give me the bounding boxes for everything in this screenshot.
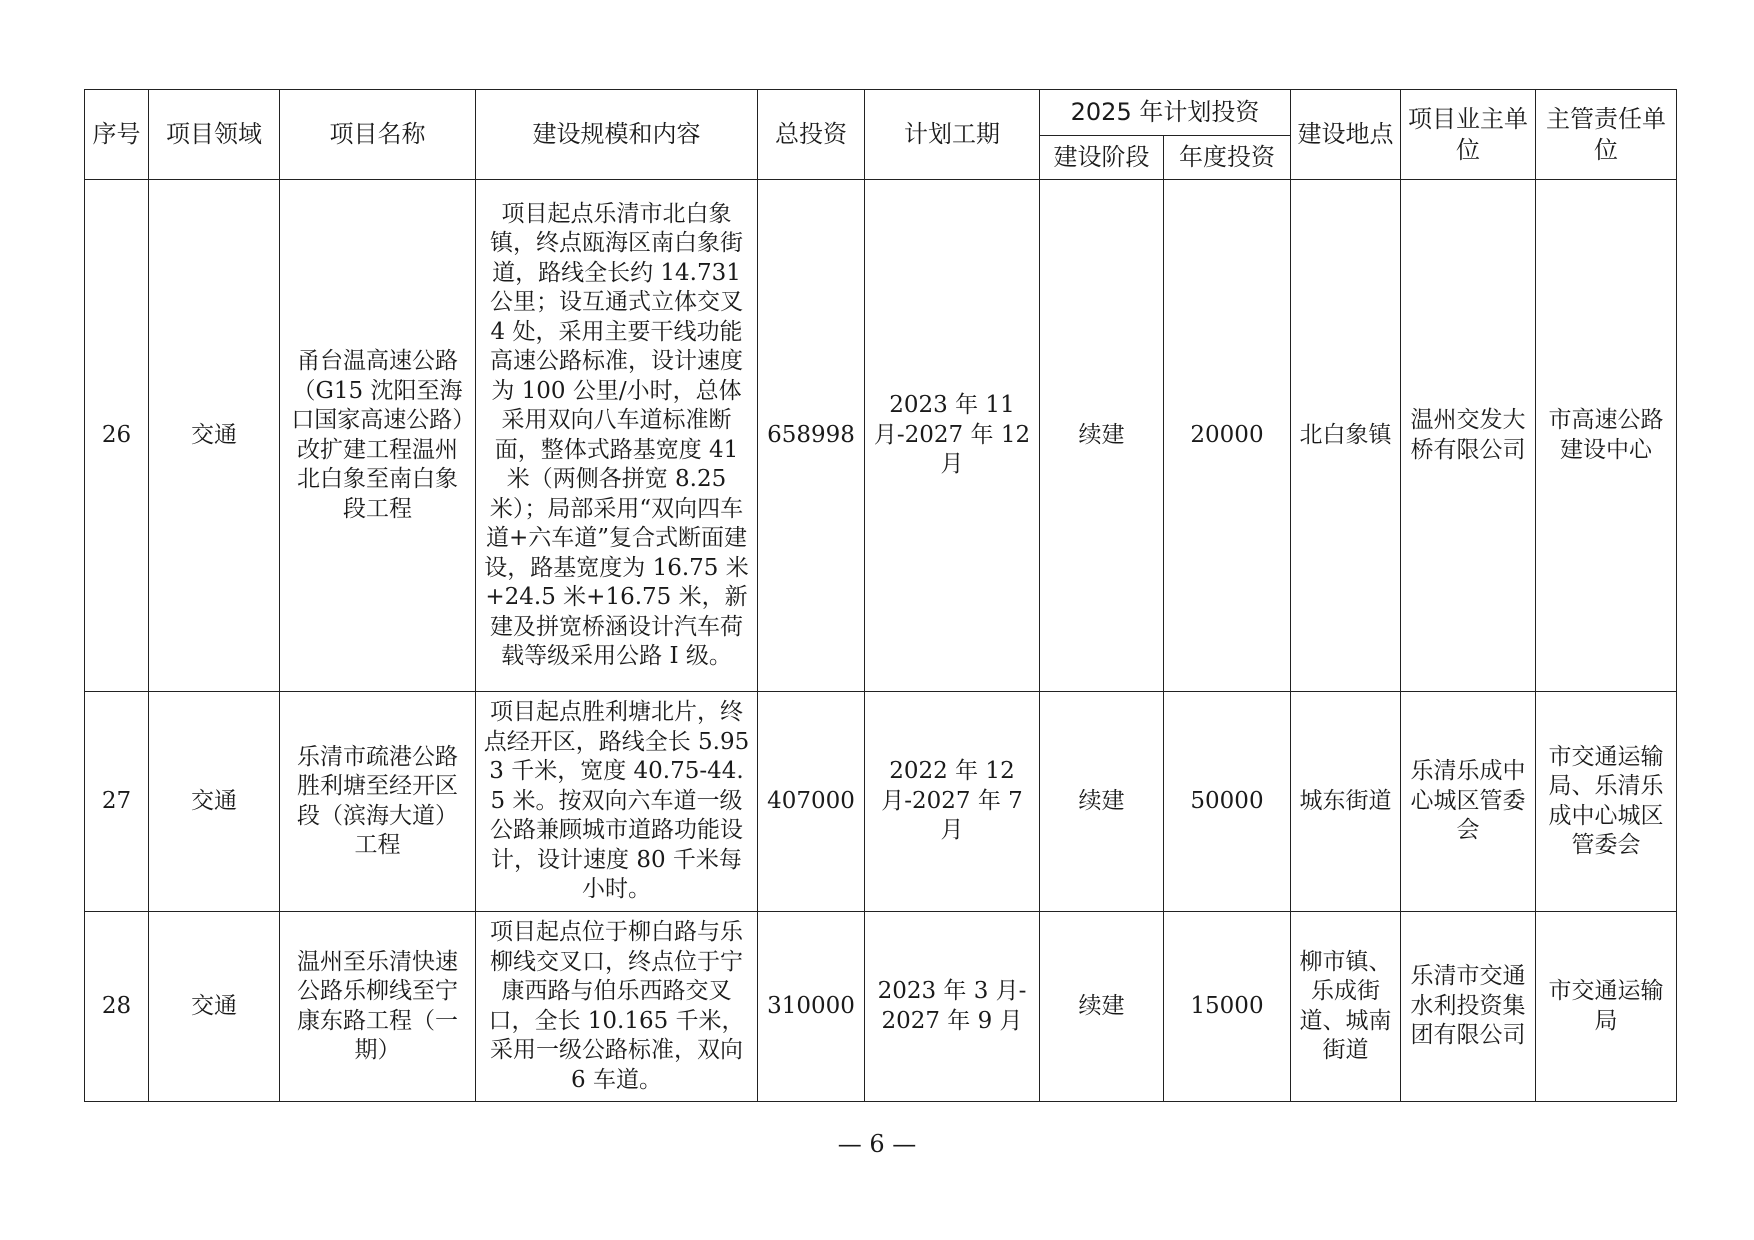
cell-total: 310000 bbox=[758, 912, 865, 1102]
cell-owner: 乐清乐成中心城区管委会 bbox=[1401, 692, 1536, 912]
cell-field: 交通 bbox=[149, 180, 280, 692]
cell-annual: 15000 bbox=[1164, 912, 1291, 1102]
header-stage: 建设阶段 bbox=[1040, 136, 1164, 180]
header-owner: 项目业主单位 bbox=[1401, 90, 1536, 180]
table-row bbox=[85, 180, 1677, 692]
cell-seq: 26 bbox=[85, 180, 149, 692]
cell-content: 项目起点胜利塘北片，终点经开区，路线全长 5.953 千米，宽度 40.75-44.5 米。按双向六车道一级公路兼顾城市道路功能设计，设计速度 80 千米每小时。 bbox=[476, 692, 758, 912]
cell-annual: 20000 bbox=[1164, 180, 1291, 692]
header-total: 总投资 bbox=[758, 90, 865, 180]
cell-content: 项目起点位于柳白路与乐柳线交叉口，终点位于宁康西路与伯乐西路交叉口，全长 10.165 千米，采用一级公路标准，双向 6 车道。 bbox=[476, 912, 758, 1102]
header-annual: 年度投资 bbox=[1164, 136, 1291, 180]
table-row bbox=[85, 912, 1677, 1102]
cell-content: 项目起点乐清市北白象镇，终点瓯海区南白象街道，路线全长约 14.731 公里；设互通式立体交叉 4 处，采用主要干线功能高速公路标准，设计速度为 100 公里/小时，总体采用双向八车道标准断面，整体式路基宽度 41 米（两侧各拼宽 8.25 米）；局部采用“双向四车道+六车道”复合式断面建设，路基宽度为 16.75 米+24.5 米+16.75 米，新建及拼宽桥涵设计汽车荷载等级采用公路 I 级。 bbox=[476, 180, 758, 692]
header-field: 项目领域 bbox=[149, 90, 280, 180]
cell-supervisor: 市高速公路建设中心 bbox=[1536, 180, 1677, 692]
header-name: 项目名称 bbox=[280, 90, 476, 180]
header-period: 计划工期 bbox=[865, 90, 1040, 180]
cell-period: 2022 年 12 月-2027 年 7 月 bbox=[865, 692, 1040, 912]
header-supervisor: 主管责任单位 bbox=[1536, 90, 1677, 180]
project-table bbox=[84, 89, 1677, 1102]
header-seq: 序号 bbox=[85, 90, 149, 180]
page-number: — 6 — bbox=[837, 1130, 917, 1158]
cell-location: 城东街道 bbox=[1291, 692, 1401, 912]
cell-name: 温州至乐清快速公路乐柳线至宁康东路工程（一期） bbox=[280, 912, 476, 1102]
cell-name: 甬台温高速公路（G15 沈阳至海口国家高速公路）改扩建工程温州北白象至南白象段工程 bbox=[280, 180, 476, 692]
cell-location: 北白象镇 bbox=[1291, 180, 1401, 692]
table-row bbox=[85, 692, 1677, 912]
cell-stage: 续建 bbox=[1040, 180, 1164, 692]
cell-supervisor: 市交通运输局、乐清乐成中心城区管委会 bbox=[1536, 692, 1677, 912]
cell-period: 2023 年 3 月-2027 年 9 月 bbox=[865, 912, 1040, 1102]
cell-annual: 50000 bbox=[1164, 692, 1291, 912]
cell-total: 407000 bbox=[758, 692, 865, 912]
cell-location: 柳市镇、乐成街道、城南街道 bbox=[1291, 912, 1401, 1102]
cell-seq: 27 bbox=[85, 692, 149, 912]
cell-field: 交通 bbox=[149, 692, 280, 912]
header-location: 建设地点 bbox=[1291, 90, 1401, 180]
header-plan-2025: 2025 年计划投资 bbox=[1040, 90, 1291, 136]
cell-seq: 28 bbox=[85, 912, 149, 1102]
cell-name: 乐清市疏港公路胜利塘至经开区段（滨海大道）工程 bbox=[280, 692, 476, 912]
cell-stage: 续建 bbox=[1040, 692, 1164, 912]
cell-stage: 续建 bbox=[1040, 912, 1164, 1102]
cell-period: 2023 年 11 月-2027 年 12 月 bbox=[865, 180, 1040, 692]
header-content: 建设规模和内容 bbox=[476, 90, 758, 180]
cell-owner: 乐清市交通水利投资集团有限公司 bbox=[1401, 912, 1536, 1102]
cell-field: 交通 bbox=[149, 912, 280, 1102]
cell-owner: 温州交发大桥有限公司 bbox=[1401, 180, 1536, 692]
cell-supervisor: 市交通运输局 bbox=[1536, 912, 1677, 1102]
cell-total: 658998 bbox=[758, 180, 865, 692]
